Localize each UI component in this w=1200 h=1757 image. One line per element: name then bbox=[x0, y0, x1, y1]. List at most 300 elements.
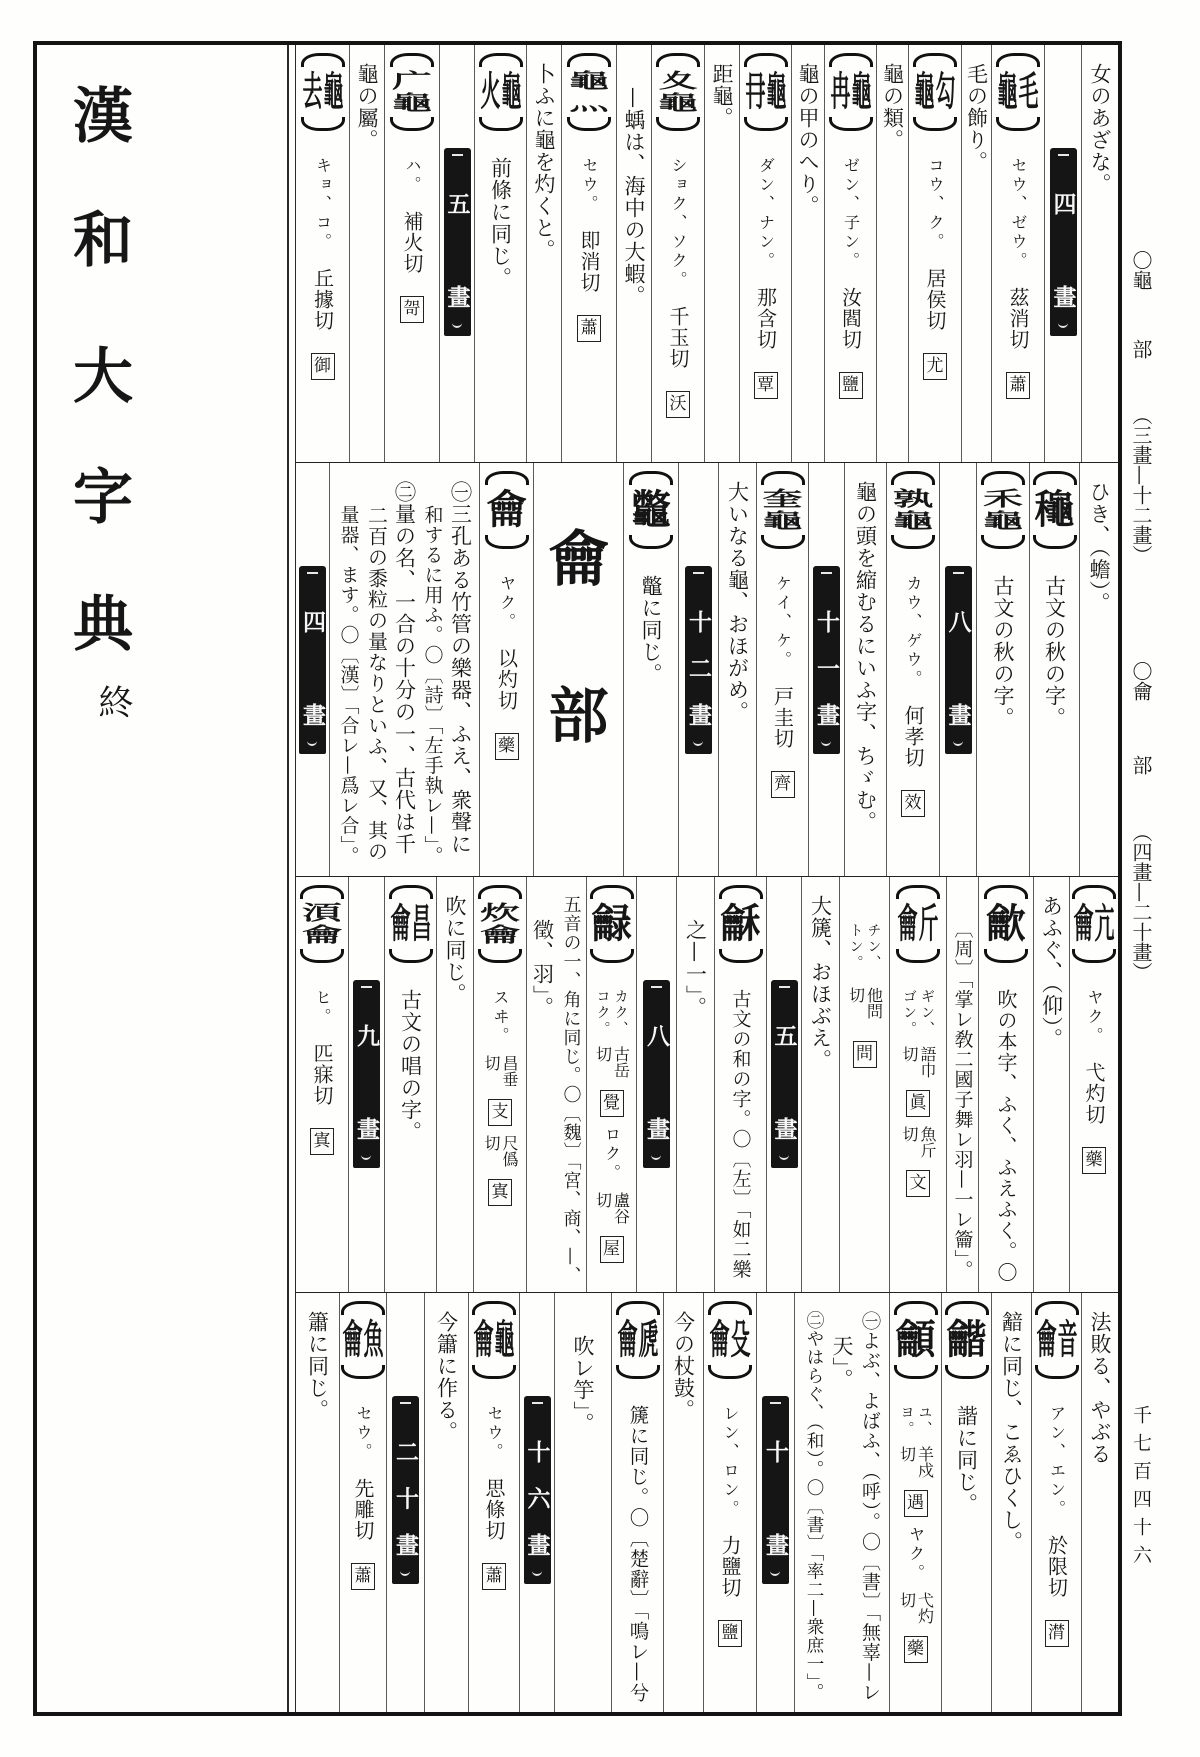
tab-column bbox=[519, 1293, 554, 1712]
rhyme-box bbox=[1006, 372, 1030, 399]
headword-component bbox=[935, 70, 956, 114]
rhyme-box bbox=[600, 1090, 624, 1117]
text-column bbox=[844, 463, 886, 876]
rhyme-box bbox=[904, 1490, 928, 1517]
headword-component bbox=[301, 924, 343, 946]
rhyme-box bbox=[906, 1090, 930, 1117]
entry-body bbox=[624, 1405, 652, 1704]
headword-bracket bbox=[945, 1301, 989, 1379]
reading-kana: トン。 bbox=[847, 923, 864, 971]
fanqie-pair bbox=[848, 987, 882, 1019]
definition-line: 之—一」。 bbox=[683, 919, 708, 1019]
rhyme-box bbox=[771, 771, 795, 798]
component-glyph: 魚 bbox=[363, 1316, 384, 1363]
stroke-count-label: 五畫 bbox=[443, 192, 471, 308]
definition-line: 韽に同じ、こゑひくし。 bbox=[999, 1311, 1024, 1553]
tab-column bbox=[348, 877, 384, 1292]
definition-line: 簫に同じ。 bbox=[305, 1311, 330, 1421]
definition-line: 法敗る、やぶる bbox=[1088, 1311, 1112, 1465]
headword-component bbox=[1057, 1318, 1078, 1362]
reading-kana: ヒ。 bbox=[313, 989, 332, 1027]
headword-component bbox=[830, 70, 851, 114]
rhyme-char: 尤 bbox=[926, 356, 944, 376]
stroke-count-tab bbox=[392, 1396, 419, 1584]
headword-char bbox=[982, 488, 1024, 532]
entry-column bbox=[586, 877, 636, 1292]
component-glyph: 龠 bbox=[390, 900, 410, 947]
radical-char: 龜 bbox=[1129, 270, 1153, 290]
headword-bracket bbox=[719, 885, 763, 963]
entry-body bbox=[839, 157, 863, 399]
dictionary-body bbox=[295, 45, 1118, 1712]
headword-bracket bbox=[390, 53, 434, 131]
book-title-char: 漢 bbox=[73, 82, 133, 152]
headword-component bbox=[982, 488, 1024, 510]
component-glyph: 殳 bbox=[730, 1316, 751, 1363]
rhyme-box bbox=[600, 1236, 624, 1263]
definition-line: 諧に同じ。 bbox=[954, 1405, 979, 1515]
headword-component bbox=[1018, 70, 1039, 114]
headword-bracket bbox=[485, 471, 529, 549]
text-column bbox=[616, 45, 651, 462]
fanqie-suffix: 切 bbox=[593, 1192, 613, 1208]
definition-line: 古文の和の字。〇〔左〕「如二樂 bbox=[729, 989, 752, 1280]
section-title-char: 龠 bbox=[548, 525, 609, 595]
rhyme-box bbox=[906, 1170, 930, 1197]
text-column bbox=[991, 1293, 1031, 1712]
reading-kana-pair bbox=[595, 989, 629, 1037]
headword-component bbox=[1073, 902, 1094, 946]
rhyme-char: 潸 bbox=[1048, 1623, 1065, 1643]
headword-bracket bbox=[984, 885, 1028, 963]
entry-body bbox=[397, 989, 425, 1285]
headword-bracket bbox=[478, 885, 522, 963]
definition-line: 古文の秋の字。 bbox=[991, 575, 1015, 729]
tier-row bbox=[296, 877, 1118, 1293]
entry-body bbox=[482, 1405, 506, 1590]
stroke-count-label: 九畫 bbox=[353, 1024, 380, 1140]
component-glyph: 龠 bbox=[1073, 900, 1094, 947]
headword-char bbox=[391, 70, 433, 114]
definition-line: 吹に同じ。 bbox=[443, 895, 467, 1005]
headword-bracket bbox=[616, 1301, 660, 1379]
headword-bracket bbox=[1072, 885, 1116, 963]
rhyme-char: 藥 bbox=[907, 1639, 924, 1659]
entry-column bbox=[756, 463, 808, 876]
entry-body bbox=[1006, 157, 1030, 399]
fanqie-spelling: 魚斤 bbox=[918, 1126, 937, 1158]
running-head-radical bbox=[1128, 661, 1154, 701]
component-glyph: 龜 bbox=[983, 509, 1023, 533]
entry-column bbox=[824, 45, 876, 462]
entry-body bbox=[953, 1405, 981, 1704]
headword-bracket bbox=[389, 885, 433, 963]
text-column bbox=[1081, 1293, 1118, 1712]
headword-char: 龣 bbox=[591, 900, 632, 947]
headword-bracket bbox=[744, 53, 788, 131]
headword-char bbox=[479, 902, 521, 946]
reading-kana-pair bbox=[899, 1405, 933, 1437]
headword-char: 龠 bbox=[486, 486, 527, 533]
stroke-count-label: 八畫 bbox=[944, 610, 972, 726]
rhyme-box bbox=[577, 315, 601, 342]
reading-kana: セウ、ゼウ。 bbox=[1009, 157, 1028, 271]
fanqie-spelling: 力鹽切 bbox=[718, 1535, 742, 1598]
headword-char bbox=[342, 1318, 384, 1362]
headword-component bbox=[617, 1318, 638, 1362]
entry-column bbox=[1031, 1293, 1081, 1712]
fanqie-spelling: 那含切 bbox=[753, 287, 778, 350]
component-glyph: 夊 bbox=[658, 69, 698, 93]
entry-body bbox=[310, 989, 334, 1155]
text-column bbox=[424, 1293, 468, 1712]
entry-column bbox=[714, 877, 766, 1292]
entry-column bbox=[991, 45, 1044, 462]
headword-char bbox=[390, 902, 432, 946]
text-column bbox=[718, 463, 756, 876]
fanqie-spelling: 即消切 bbox=[577, 230, 601, 293]
entry-body bbox=[1041, 575, 1069, 869]
text-column bbox=[676, 877, 714, 1292]
text-column bbox=[436, 877, 473, 1292]
tab-column bbox=[296, 463, 329, 876]
tier-row bbox=[296, 463, 1118, 877]
stroke-count-label: 十畫 bbox=[762, 1440, 789, 1556]
text-column bbox=[296, 1293, 339, 1712]
entry-column bbox=[384, 877, 436, 1292]
entry-body bbox=[1045, 1405, 1069, 1647]
headword-char bbox=[301, 902, 343, 946]
fanqie-spelling: 弋灼切 bbox=[1082, 1062, 1106, 1125]
headword-bracket bbox=[479, 53, 523, 131]
definition-line: 今の杖鼓。 bbox=[671, 1311, 696, 1421]
headword-component bbox=[918, 902, 939, 946]
headword-component bbox=[501, 70, 522, 114]
fanqie-suffix: 切 bbox=[846, 987, 866, 1003]
fanqie-spelling: 千玉切 bbox=[666, 306, 690, 369]
entry-body bbox=[595, 989, 629, 1263]
component-glyph: 孰 bbox=[893, 487, 933, 511]
definition-line: 龜の甲のへり。 bbox=[796, 63, 820, 217]
definition-line: 毛の飾り。 bbox=[964, 63, 989, 173]
definition-line: 古文の唱の字。 bbox=[398, 989, 423, 1143]
component-glyph: 龠 bbox=[302, 923, 342, 947]
rhyme-box bbox=[310, 1128, 334, 1155]
headword-char bbox=[480, 70, 522, 114]
page-number: 千七百四十六 bbox=[1130, 1405, 1152, 1573]
tier-row bbox=[296, 1293, 1118, 1712]
entry-body bbox=[901, 575, 925, 817]
rhyme-char: 覃 bbox=[757, 375, 774, 395]
component-glyph: 龜 bbox=[323, 68, 343, 115]
text-column bbox=[1081, 45, 1118, 462]
fanqie-pair bbox=[595, 1046, 629, 1078]
rhyme-char: 鹽 bbox=[842, 375, 859, 395]
entry-column bbox=[468, 1293, 519, 1712]
headword-char bbox=[302, 70, 344, 114]
definition-line: 吹の本字、ふく、ふえふく。〇 bbox=[994, 989, 1018, 1283]
entry-column bbox=[651, 45, 704, 462]
book-title-char: 大 bbox=[73, 342, 133, 412]
reading-kana: コウ、ク。 bbox=[926, 157, 945, 252]
headword-bracket bbox=[656, 53, 700, 131]
entry-body bbox=[400, 157, 424, 323]
headword-bracket bbox=[981, 471, 1025, 549]
stroke-count-tab bbox=[299, 566, 326, 754]
stroke-count-tab bbox=[1050, 148, 1077, 336]
rhyme-char: 效 bbox=[904, 793, 922, 813]
headword-component bbox=[997, 70, 1018, 114]
entry-column bbox=[339, 1293, 386, 1712]
headword-bracket bbox=[761, 471, 805, 549]
entry-column bbox=[908, 45, 961, 462]
component-glyph: 龜 bbox=[501, 68, 521, 115]
component-glyph: 龠 bbox=[473, 1316, 494, 1363]
rhyme-char: 藥 bbox=[498, 736, 515, 756]
rhyme-box bbox=[666, 391, 690, 418]
entry-column bbox=[473, 877, 526, 1292]
reading-kana: カウ、ゲウ。 bbox=[904, 575, 923, 689]
headword-bracket bbox=[913, 53, 957, 131]
definition-line: 龜の類。 bbox=[880, 63, 905, 151]
fanqie-suffix: 切 bbox=[593, 1046, 613, 1062]
component-glyph: 龜 bbox=[914, 68, 935, 115]
headword-component bbox=[479, 924, 521, 946]
headword-bracket bbox=[472, 1301, 516, 1379]
end-mark: 終 bbox=[98, 684, 134, 724]
definition-line: 吹レ竽」。 bbox=[571, 1335, 595, 1435]
entry-column bbox=[941, 1293, 991, 1712]
reading-kana-pair bbox=[901, 989, 935, 1037]
fanqie-spelling: 於限切 bbox=[1044, 1535, 1069, 1598]
reading-kana: チン、 bbox=[865, 923, 882, 971]
fanqie-spelling: 尺僞 bbox=[500, 1135, 519, 1167]
headword-component bbox=[762, 488, 804, 510]
headword-bracket bbox=[301, 53, 345, 131]
component-glyph: 龠 bbox=[709, 1316, 730, 1363]
component-glyph: 龜 bbox=[766, 68, 786, 115]
headword-char: 龞 bbox=[631, 486, 671, 533]
fanqie-spelling: 弋灼 bbox=[915, 1592, 935, 1624]
entry-body bbox=[923, 157, 947, 380]
headword-bracket bbox=[896, 885, 940, 963]
headword-component bbox=[568, 70, 610, 92]
fanqie-spelling: 匹寐切 bbox=[310, 1043, 334, 1106]
component-glyph: 禾 bbox=[983, 487, 1023, 511]
section-title-column bbox=[533, 463, 623, 876]
component-glyph: 奎 bbox=[762, 487, 803, 511]
running-head-stroke-range: （四畫—二十畫） bbox=[1129, 822, 1153, 982]
fanqie-pair bbox=[901, 1046, 935, 1078]
headword-component bbox=[982, 510, 1024, 532]
entry-body bbox=[771, 575, 795, 798]
headword-component bbox=[473, 1318, 494, 1362]
stroke-count-label: 十一畫 bbox=[813, 610, 840, 726]
entry-body bbox=[637, 575, 665, 869]
headword-char: 龡 bbox=[986, 900, 1026, 947]
headword-char: 龢 bbox=[720, 900, 761, 947]
headword-char bbox=[473, 1318, 515, 1362]
text-column bbox=[329, 463, 479, 876]
rhyme-box bbox=[400, 296, 424, 323]
circle-mark: 〇 bbox=[1129, 250, 1153, 270]
fanqie-suffix: 切 bbox=[897, 1446, 917, 1462]
tab-column bbox=[766, 877, 801, 1292]
stroke-count-label: 十二畫 bbox=[685, 610, 712, 726]
headword-bracket bbox=[1035, 1301, 1079, 1379]
headword-component bbox=[1094, 902, 1115, 946]
entry-body bbox=[899, 1405, 933, 1663]
component-glyph: 斤 bbox=[918, 900, 939, 947]
rhyme-char: 御 bbox=[314, 356, 331, 376]
readings-column bbox=[839, 877, 889, 1292]
component-glyph: 亢 bbox=[1094, 900, 1115, 947]
rhyme-box bbox=[853, 1041, 877, 1068]
component-glyph: 龠 bbox=[897, 900, 918, 947]
headword-component bbox=[323, 70, 344, 114]
component-glyph: 虒 bbox=[638, 1316, 658, 1363]
running-head-label: 部 bbox=[1129, 339, 1153, 359]
rhyme-char: 沃 bbox=[669, 394, 687, 414]
entry-column bbox=[978, 877, 1033, 1292]
fanqie-spelling: 昌垂 bbox=[500, 1055, 519, 1087]
text-column bbox=[791, 45, 824, 462]
rhyme-box bbox=[754, 372, 778, 399]
text-column bbox=[663, 1293, 703, 1712]
component-glyph: 龜 bbox=[893, 509, 933, 533]
headword-bracket bbox=[894, 1301, 938, 1379]
component-glyph: 龜 bbox=[658, 91, 698, 115]
entry-body bbox=[487, 157, 515, 455]
tab-column bbox=[756, 1293, 794, 1712]
reading-kana: アン、エン。 bbox=[1047, 1405, 1067, 1519]
headword-component bbox=[745, 70, 766, 114]
headword-component bbox=[897, 902, 918, 946]
entry-column bbox=[561, 45, 616, 462]
headword-component bbox=[730, 1318, 751, 1362]
stroke-count-tab bbox=[762, 1396, 789, 1584]
entry-column bbox=[479, 463, 533, 876]
headword-bracket bbox=[996, 53, 1040, 131]
fanqie-spelling: 思條切 bbox=[482, 1478, 506, 1541]
rhyme-char: 問 bbox=[856, 1044, 873, 1064]
headword-component bbox=[568, 92, 610, 114]
section-title-char: 部 bbox=[548, 682, 609, 752]
definition-line: 距龜。 bbox=[710, 63, 734, 129]
stroke-count-tab bbox=[643, 980, 670, 1168]
entry-body bbox=[311, 157, 335, 380]
tab-column bbox=[386, 1293, 424, 1712]
stroke-count-label: 二十畫 bbox=[392, 1440, 419, 1556]
headword-char bbox=[897, 902, 939, 946]
component-glyph: 火 bbox=[480, 68, 500, 115]
headword-component bbox=[914, 70, 935, 114]
text-column bbox=[526, 877, 586, 1292]
reading-kana: ユ、 bbox=[916, 1405, 933, 1437]
entry-column bbox=[296, 45, 349, 462]
fanqie-spelling: 補火切 bbox=[400, 211, 424, 274]
definition-line: あふぐ、（仰）。 bbox=[1039, 895, 1064, 1050]
headword-char: 龥 bbox=[895, 1316, 936, 1363]
reading-kana: セウ。 bbox=[485, 1405, 504, 1462]
stroke-count-tab bbox=[444, 148, 471, 336]
definition-line: 徵、羽」。 bbox=[530, 919, 555, 1019]
stroke-count-label: 八畫 bbox=[643, 1024, 670, 1140]
stroke-count-tab bbox=[685, 566, 712, 754]
definition-line: ㊀三孔ある竹管の樂器、ふえ、衆聲に bbox=[448, 481, 473, 855]
headword-component bbox=[480, 70, 501, 114]
radical-char: 龠 bbox=[1129, 681, 1153, 701]
text-column bbox=[876, 45, 908, 462]
definition-line: ㊁やはらぐ、（和）。〇〔書〕「率二—衆庶一」。 bbox=[804, 1311, 824, 1702]
stroke-count-tab bbox=[524, 1396, 551, 1584]
fanqie-spelling: 盧谷 bbox=[611, 1192, 631, 1224]
reading-kana: ロク。 bbox=[602, 1126, 622, 1183]
headword-component bbox=[657, 70, 699, 92]
rhyme-box bbox=[482, 1563, 506, 1590]
rhyme-char: 屋 bbox=[603, 1239, 620, 1259]
entry-body bbox=[666, 157, 690, 418]
component-glyph: 龜 bbox=[569, 69, 609, 93]
entry-column bbox=[474, 45, 526, 462]
tab-column bbox=[678, 463, 718, 876]
component-glyph: 龠 bbox=[1036, 1316, 1056, 1363]
fanqie-spelling: 汝閻切 bbox=[838, 287, 863, 350]
text-column bbox=[704, 45, 739, 462]
component-glyph: 龠 bbox=[480, 923, 520, 947]
headword-char bbox=[657, 70, 699, 114]
fanqie-spelling: 他問 bbox=[864, 987, 884, 1019]
rhyme-box bbox=[904, 1636, 928, 1663]
reading-kana: ケイ、ケ。 bbox=[773, 575, 793, 670]
headword-char bbox=[617, 1318, 659, 1362]
component-glyph: 龜 bbox=[494, 1316, 515, 1363]
rhyme-box bbox=[839, 372, 863, 399]
text-column bbox=[349, 45, 384, 462]
definition-line: 大いなる龜、おほがめ。 bbox=[725, 481, 750, 723]
stroke-count-label: 四畫 bbox=[299, 610, 326, 726]
fanqie-spelling: 古岳 bbox=[611, 1046, 631, 1078]
fanqie-suffix: 切 bbox=[482, 1135, 501, 1151]
entry-column bbox=[886, 463, 939, 876]
fanqie-spelling: 羊戍 bbox=[915, 1446, 935, 1478]
rhyme-char: 蕭 bbox=[485, 1566, 503, 1586]
rhyme-box bbox=[901, 790, 925, 817]
headword-char bbox=[914, 70, 956, 114]
component-glyph: 音 bbox=[1057, 1316, 1077, 1363]
fanqie-spelling: 居侯切 bbox=[923, 268, 947, 331]
headword-bracket bbox=[300, 885, 344, 963]
rhyme-char: 寘 bbox=[313, 1131, 331, 1151]
component-glyph: 毛 bbox=[1018, 68, 1039, 115]
headword-component bbox=[851, 70, 872, 114]
rhyme-box bbox=[488, 1179, 512, 1206]
reading-kana: キョ、コ。 bbox=[313, 157, 333, 252]
definition-line: 大篪、おほぶえ。 bbox=[808, 895, 833, 1071]
headword-component bbox=[342, 1318, 363, 1362]
tab-column bbox=[636, 877, 676, 1292]
definition-line: 二百の黍粒の量なりといふ、又、其の bbox=[364, 505, 389, 862]
reading-kana-pair bbox=[848, 923, 882, 971]
definition-line: ㊁量の名、一合の十分の一、古代は千 bbox=[392, 481, 417, 855]
headword-component bbox=[391, 70, 433, 92]
definition-line: 今簫に作る。 bbox=[434, 1311, 459, 1443]
reading-kana: ヤク。 bbox=[1085, 989, 1104, 1046]
reading-kana: ショク、ソク。 bbox=[669, 157, 688, 290]
entry-column bbox=[889, 1293, 941, 1712]
text-column bbox=[554, 1293, 611, 1712]
stroke-count-tab bbox=[945, 566, 972, 754]
